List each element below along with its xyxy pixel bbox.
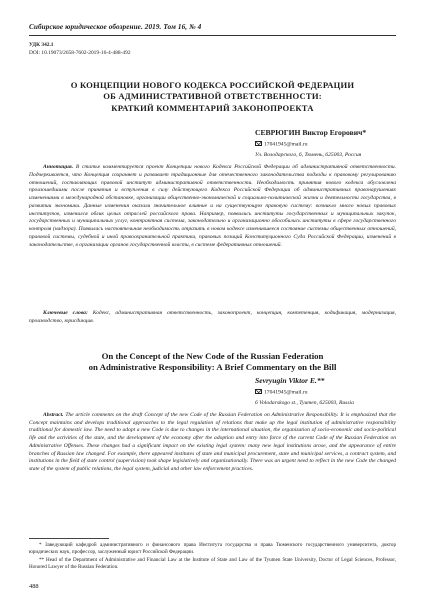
- keywords-ru-text: Кодекс, административная ответственность, законопроект, концепция, компетенция, кодификация, модернизация, производство, юрисдикция.: [29, 310, 397, 324]
- footnote-ru: * Заведующий кафедрой административного и финансового права Института государства и права Тюменского государственного университета, доктор юридических наук, профессор, заслуженный юрист Российской Федерации.: [29, 542, 396, 555]
- abstract-ru-text: В статье комментируется проект Концепции нового Кодекса Российской Федерации об административной ответственности. Подчеркивается, что Концепция сохраняет и развивает традиционные для отечественного законодательства подходы к правовому регулированию отношений, составляющих правовой институт административной ответственности. Необходимость принятия нового кодекса обусловлена произошедшими после принятия и вступления в силу действующего Кодекса Российской Федерации об административных правонарушениях изменениями в международной обстановке, организации общественно-экономической и социально-политической жизни и деятельности государства, в развитии экономики. Данные изменения оказали значительное влияние и на существующую правовую систему: возникло много новых правовых институтов, изменился облик целых отраслей российского права. Например, появились институты государственных и муниципальных закупок, государственных и муниципальных услуг, контрактная система, законодательно и организационно обособились институты в сфере государственного контроля (надзора). Появилась настоятельная необходимость отразить в новом кодексе изменившееся состояние системы общественных отношений, правовой системы, судебной и иной правоохранительной практики, правовых позиций Конституционного Суда Российской Федерации, изменений в законодательстве, в организации органов государственной власти, в системе федеративных отношений.: [29, 164, 396, 248]
- address-en: 6 Volodarskogo st., Tyumen, 625003, Russia: [255, 400, 354, 406]
- author-en: Sevryugin Viktor E.**: [255, 376, 325, 385]
- abstract-ru: [29, 164, 396, 249]
- envelope-icon: [255, 389, 262, 394]
- title-en: [29, 351, 396, 374]
- title-ru-line2: ОБ АДМИНИСТРАТИВНОЙ ОТВЕТСТВЕННОСТИ:: [103, 91, 322, 102]
- address-ru: Ул. Володарского, 6, Тюмень, 625003, Россия: [255, 152, 362, 158]
- email-ru-text[interactable]: 17041945@mail.ru: [264, 141, 308, 148]
- page-number: 488: [29, 583, 39, 590]
- title-ru: [29, 80, 396, 114]
- title-ru-line1: О КОНЦЕПЦИИ НОВОГО КОДЕКСА РОССИЙСКОЙ ФЕДЕРАЦИИ: [70, 80, 355, 90]
- udk: УДК 342.1: [29, 42, 54, 48]
- journal-running-head: Сибирское юридическое обозрение. 2019. Том 16, № 4: [29, 23, 202, 31]
- keywords-ru: [29, 310, 396, 325]
- abstract-en-label: Abstract.: [43, 412, 64, 418]
- footnote-rule: [29, 538, 109, 539]
- title-en-line2: on Administrative Responsibility: A Brief Commentary on the Bill: [88, 362, 337, 373]
- email-en: [255, 389, 308, 396]
- email-ru: [255, 141, 308, 148]
- author-ru: СЕВРЮГИН Виктор Егорович*: [255, 128, 367, 137]
- envelope-icon: [255, 141, 262, 146]
- title-en-line1: On the Concept of the New Code of the Russian Federation: [101, 351, 324, 361]
- footnote-en: ** Head of the Department of Administrative and Financial Law at the Institute of State and Law of the Tyumen State University, Doctor of Legal Sciences, Professor, Honored Lawyer of the Russian Federation.: [29, 557, 396, 570]
- abstract-ru-label: Аннотация.: [43, 164, 74, 170]
- abstract-en-text: The article comments on the draft Concept of the new Code of the Russian Federation on Administrative Responsibility. It is emphasized that the Concept maintains and develops traditional approaches to the legal regulation of relations that make up the legal institution of administrative responsibility traditional for domestic law. The need to adopt a new Code is due to changes in the international situation, the organization of socio-economic and socio-political life and the activities of the state, and the development of the economy after the adoption and entry into force of the current Code of the Russian Federation on Administrative Offenses. These changes had a significant impact on the existing legal system: many new legal institutions arose, and the appearance of entire branches of Russian law changed. For example, there appeared institutes of state and municipal procurement, state and municipal services, a contract system, and institutions in the field of state control (supervision) took shape legislatively and organizationally. There was an urgent need to reflect in the new Code the changed state of the system of public relations, the legal system, judicial and other law enforcement practices.: [29, 412, 396, 472]
- title-ru-line3: КРАТКИЙ КОММЕНТАРИЙ ЗАКОНОПРОЕКТА: [111, 102, 314, 113]
- keywords-ru-label: Ключевые слова:: [43, 310, 88, 316]
- abstract-en: [29, 412, 396, 474]
- header-rule: [29, 35, 396, 36]
- doi: DOI: 10.19073/2658-7602-2019-16-4-488-492: [29, 50, 131, 56]
- email-en-text[interactable]: 17041945@mail.ru: [264, 389, 308, 396]
